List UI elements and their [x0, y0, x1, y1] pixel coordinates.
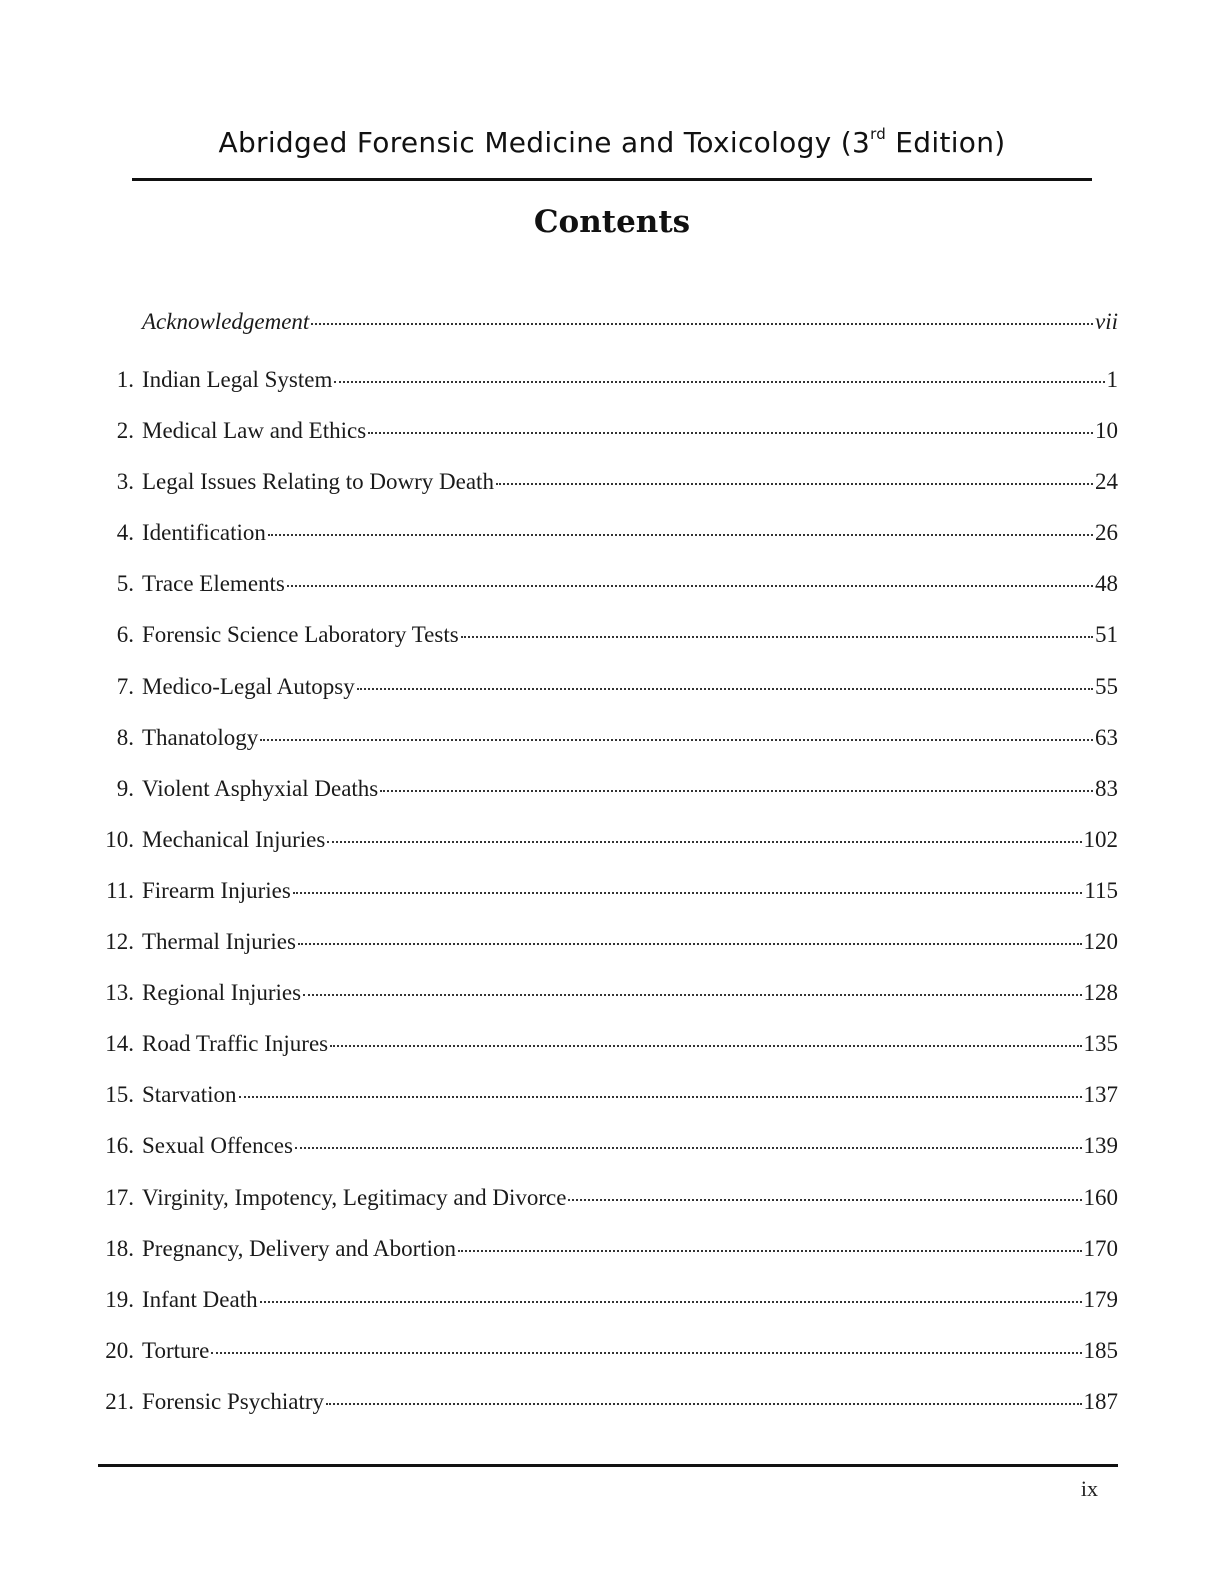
toc-entry-page: 55 — [1095, 673, 1118, 699]
toc-entry-page: 24 — [1095, 469, 1118, 495]
toc-entry-number: 6. — [116, 622, 134, 648]
toc-entry[interactable] — [96, 667, 1118, 718]
toc-entry-page: 48 — [1095, 571, 1118, 597]
toc-entry-page: vii — [1095, 309, 1118, 334]
book-title-superscript: rd — [870, 125, 887, 143]
dot-leader — [239, 1078, 1082, 1102]
toc-entry-title: Torture — [142, 1337, 210, 1363]
toc-entry-title: Legal Issues Relating to Dowry Death — [142, 469, 494, 495]
toc-entry-page: 185 — [1083, 1337, 1118, 1363]
toc-entry[interactable] — [96, 769, 1118, 820]
toc-entry-title: Medico-Legal Autopsy — [142, 673, 355, 699]
dot-leader — [357, 670, 1093, 694]
toc-entry-number: 2. — [116, 418, 134, 444]
toc-entry-page: 1 — [1106, 367, 1118, 392]
toc-entry-title: Acknowledgement — [142, 309, 310, 334]
toc-entry-number: 17. — [105, 1184, 134, 1210]
toc-entry-title: Sexual Offences — [142, 1133, 293, 1159]
toc-entry-number: 15. — [105, 1082, 134, 1108]
toc-entry[interactable] — [96, 1229, 1118, 1280]
dot-leader — [368, 414, 1093, 438]
toc-entry-page: 137 — [1083, 1082, 1118, 1108]
toc-entry-page: 83 — [1095, 775, 1118, 801]
dot-leader — [298, 925, 1082, 949]
toc-entry[interactable] — [96, 1178, 1118, 1229]
toc-entry[interactable] — [96, 1331, 1118, 1382]
toc-entry[interactable] — [96, 462, 1118, 513]
toc-entry-title: Medical Law and Ethics — [142, 418, 367, 444]
toc-entry-page: 139 — [1083, 1133, 1118, 1159]
toc-entry-title: Thermal Injuries — [142, 929, 296, 955]
dot-leader — [303, 976, 1081, 1000]
toc-entry[interactable] — [96, 820, 1118, 871]
toc-entry-number: 10. — [105, 826, 134, 852]
toc-entry-number: 21. — [105, 1388, 134, 1414]
toc-entry-number: 7. — [116, 673, 134, 699]
toc-entry-number: 8. — [116, 724, 134, 750]
toc-entry[interactable] — [96, 973, 1118, 1024]
page-number: ix — [1080, 1476, 1098, 1501]
toc-entry[interactable] — [96, 615, 1118, 666]
toc-entry-number: 9. — [116, 775, 134, 801]
dot-leader — [260, 1283, 1082, 1307]
toc-entry-title: Starvation — [142, 1082, 237, 1108]
toc-entry-title: Virginity, Impotency, Legitimacy and Divorce — [142, 1184, 567, 1210]
toc-entry-title: Indian Legal System — [142, 367, 333, 392]
dot-leader — [327, 823, 1081, 847]
toc-entry-title: Violent Asphyxial Deaths — [142, 775, 379, 801]
toc-entry-page: 102 — [1083, 826, 1118, 852]
toc-entry-number: 16. — [105, 1133, 134, 1159]
dot-leader — [334, 363, 1104, 387]
toc-entry-number: 12. — [105, 929, 134, 955]
toc-entry-number: 18. — [105, 1235, 134, 1261]
dot-leader — [287, 567, 1093, 591]
toc-entry-page: 128 — [1083, 980, 1118, 1006]
toc-entry-title: Mechanical Injuries — [142, 826, 326, 852]
toc-entry-page: 10 — [1095, 418, 1118, 444]
toc-entry[interactable] — [96, 922, 1118, 973]
toc-entry-page: 115 — [1084, 877, 1118, 903]
toc-entry-title: Identification — [142, 520, 266, 546]
toc-entry-title: Infant Death — [142, 1286, 258, 1312]
toc-entry-page: 160 — [1083, 1184, 1118, 1210]
dot-leader — [496, 465, 1093, 489]
dot-leader — [268, 516, 1093, 540]
toc-entry-number: 3. — [116, 469, 134, 495]
dot-leader — [461, 618, 1093, 642]
dot-leader — [326, 1385, 1081, 1409]
toc-entry-title: Forensic Science Laboratory Tests — [142, 622, 459, 648]
toc-entry-page: 170 — [1083, 1235, 1118, 1261]
toc-entry-page: 135 — [1083, 1031, 1118, 1057]
toc-entry[interactable] — [96, 564, 1118, 615]
toc-entry-page: 120 — [1083, 929, 1118, 955]
title-rule — [132, 178, 1092, 181]
toc-entry[interactable] — [96, 1024, 1118, 1075]
dot-leader — [311, 305, 1093, 329]
table-of-contents — [96, 302, 1118, 1433]
toc-entry-title: Trace Elements — [142, 571, 285, 597]
footer-rule — [98, 1464, 1118, 1467]
toc-entry[interactable] — [96, 513, 1118, 564]
dot-leader — [568, 1181, 1081, 1205]
book-title-end: Edition) — [886, 126, 1006, 159]
toc-entry-number: 1. — [116, 367, 134, 392]
toc-entry-page: 51 — [1095, 622, 1118, 648]
toc-entry-number: 4. — [116, 520, 134, 546]
toc-entry-page: 187 — [1083, 1388, 1118, 1414]
toc-entry-acknowledgement[interactable] — [96, 302, 1118, 360]
toc-entry-number: 13. — [105, 980, 134, 1006]
toc-entry[interactable] — [96, 360, 1118, 411]
contents-heading: Contents — [533, 204, 691, 240]
toc-entry[interactable] — [96, 718, 1118, 769]
toc-entry-title: Pregnancy, Delivery and Abortion — [142, 1235, 457, 1261]
toc-entry-page: 63 — [1095, 724, 1118, 750]
book-title — [132, 126, 1092, 159]
toc-entry-page: 26 — [1095, 520, 1118, 546]
toc-entry-number: 19. — [105, 1286, 134, 1312]
toc-entry-number: 5. — [116, 571, 134, 597]
dot-leader — [458, 1232, 1081, 1256]
dot-leader — [260, 721, 1093, 745]
dot-leader — [211, 1334, 1081, 1358]
toc-entry[interactable] — [96, 1075, 1118, 1126]
toc-entry-number: 11. — [106, 877, 134, 903]
toc-entry-title: Regional Injuries — [142, 980, 302, 1006]
toc-entry-number: 20. — [105, 1337, 134, 1363]
dot-leader — [380, 772, 1093, 796]
toc-entry-title: Road Traffic Injures — [142, 1031, 329, 1057]
dot-leader — [295, 1129, 1082, 1153]
toc-entry-title: Thanatology — [142, 724, 259, 750]
toc-entry-title: Firearm Injuries — [142, 877, 291, 903]
dot-leader — [293, 874, 1083, 898]
toc-entry[interactable] — [96, 1280, 1118, 1331]
dot-leader — [330, 1027, 1081, 1051]
toc-entry-page: 179 — [1083, 1286, 1118, 1312]
toc-entry[interactable] — [96, 411, 1118, 462]
toc-entry-number: 14. — [105, 1031, 134, 1057]
toc-entry[interactable] — [96, 1126, 1118, 1177]
toc-entry-title: Forensic Psychiatry — [142, 1388, 325, 1414]
book-title-main: Abridged Forensic Medicine and Toxicology (3 — [218, 126, 871, 159]
toc-entry[interactable] — [96, 871, 1118, 922]
toc-entry[interactable] — [96, 1382, 1118, 1433]
